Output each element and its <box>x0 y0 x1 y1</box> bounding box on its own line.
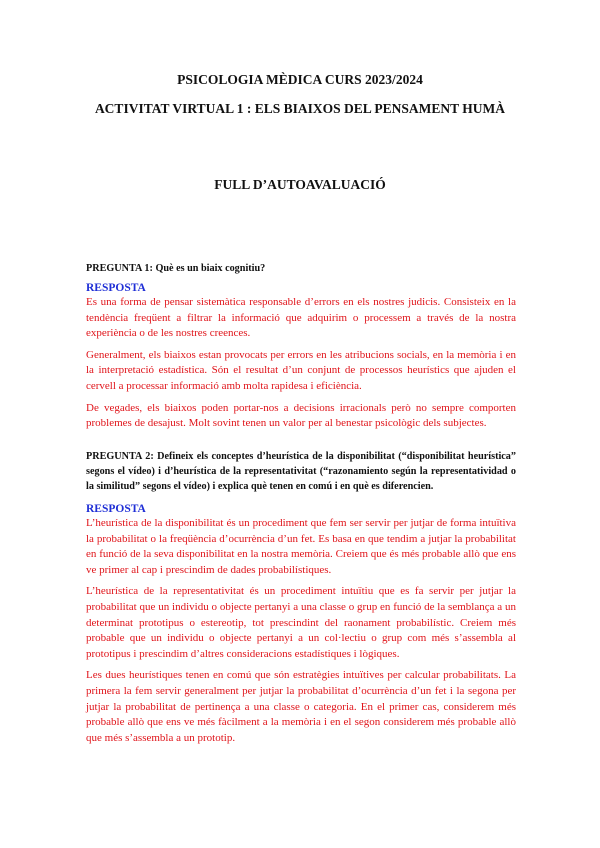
question-2 <box>86 449 516 494</box>
answer-1-paragraph-3: De vegades, els biaixos poden portar-nos a decisions irracionals però no sempre comporten problemes de desajust. Molt sovint tenen un valor per al benestar psicològic dels subjectes. <box>86 401 516 430</box>
answer-2-paragraph-3: Les dues heurístiques tenen en comú que són estratègies intuïtives per calcular probabilitats. La primera la fem servir generalment per jutjar la probabilitat d’ocurrència d’un fet i la segona per jutjar la probabilitat de pertinença a una classe o categoria. En el primer cas, considerem més probable allò que ens ve més fàcilment a la memòria i en el segon considerem més probable allò que més s’assembla a un prototip. <box>86 669 516 744</box>
answer-1-paragraph-2: Generalment, els biaixos estan provocats per errors en les atribucions socials, en la memòria i en la interpretació estadística. Són el resultat d’un conjunt de processos heurístics que ajuden el cervell a processar informació amb molta rapidesa i eficiència. <box>86 348 516 392</box>
answer-1-paragraph-1: Es una forma de pensar sistemàtica responsable d’errors en els nostres judicis. Consisteix en la tendència freqüent a filtrar la informació que adquirim o processem a través de la nostra experiència o de les nostres creences. <box>86 296 516 340</box>
question-2-label: PREGUNTA 2: <box>86 451 154 462</box>
question-1-text: Què es un biaix cognitiu? <box>155 263 266 274</box>
course-title: PSICOLOGIA MÈDICA CURS 2023/2024 <box>177 72 423 87</box>
answer-1-label: RESPOSTA <box>86 282 146 294</box>
question-1-section <box>86 261 516 438</box>
self-assessment-title: FULL D’AUTOAVALUACIÓ <box>214 177 386 192</box>
answer-2-paragraph-2: L’heurística de la representativitat és un procediment intuïtiu que es fa servir per jutjar la probabilitat que un individu o objecte pertanyi a una classe o grup en funció de la semblança a un determinat prototipus o estereotip, tot prescindint del raonament probabilístic. Creiem més probable que un individu o objecte pertanyi a un col·lectiu o grup com més s’assembla al prototipus i prescindim d’altres consideracions estadístiques i lògiques. <box>86 585 516 660</box>
question-2-text: Defineix els conceptes d’heurística de la disponibilitat (“disponibilitat heurística” segons el vídeo) i d’heurística de la representativitat (“razonamiento según la representatividad o la similitud” segons el vídeo) i explica què tenen en comú i en què es diferencien. <box>86 451 516 492</box>
answer-2-label: RESPOSTA <box>86 503 146 515</box>
question-1-label: PREGUNTA 1: <box>86 263 153 274</box>
activity-title: ACTIVITAT VIRTUAL 1 : ELS BIAIXOS DEL PENSAMENT HUMÀ <box>94 101 506 116</box>
answer-2-paragraph-1: L’heurística de la disponibilitat és un procediment que fem ser servir per jutjar de forma intuïtiva la probabilitat o la freqüència d’ocurrència d’un fet. Es basa en que tendim a jutjar la probabilitat en funció de la seva disponibilitat en la nostra memòria. Creiem que és més probable allò que ens ve primer al cap i prescindim de dades probabilístiques. <box>86 517 516 576</box>
question-1 <box>86 261 516 276</box>
question-2-section <box>86 449 516 752</box>
